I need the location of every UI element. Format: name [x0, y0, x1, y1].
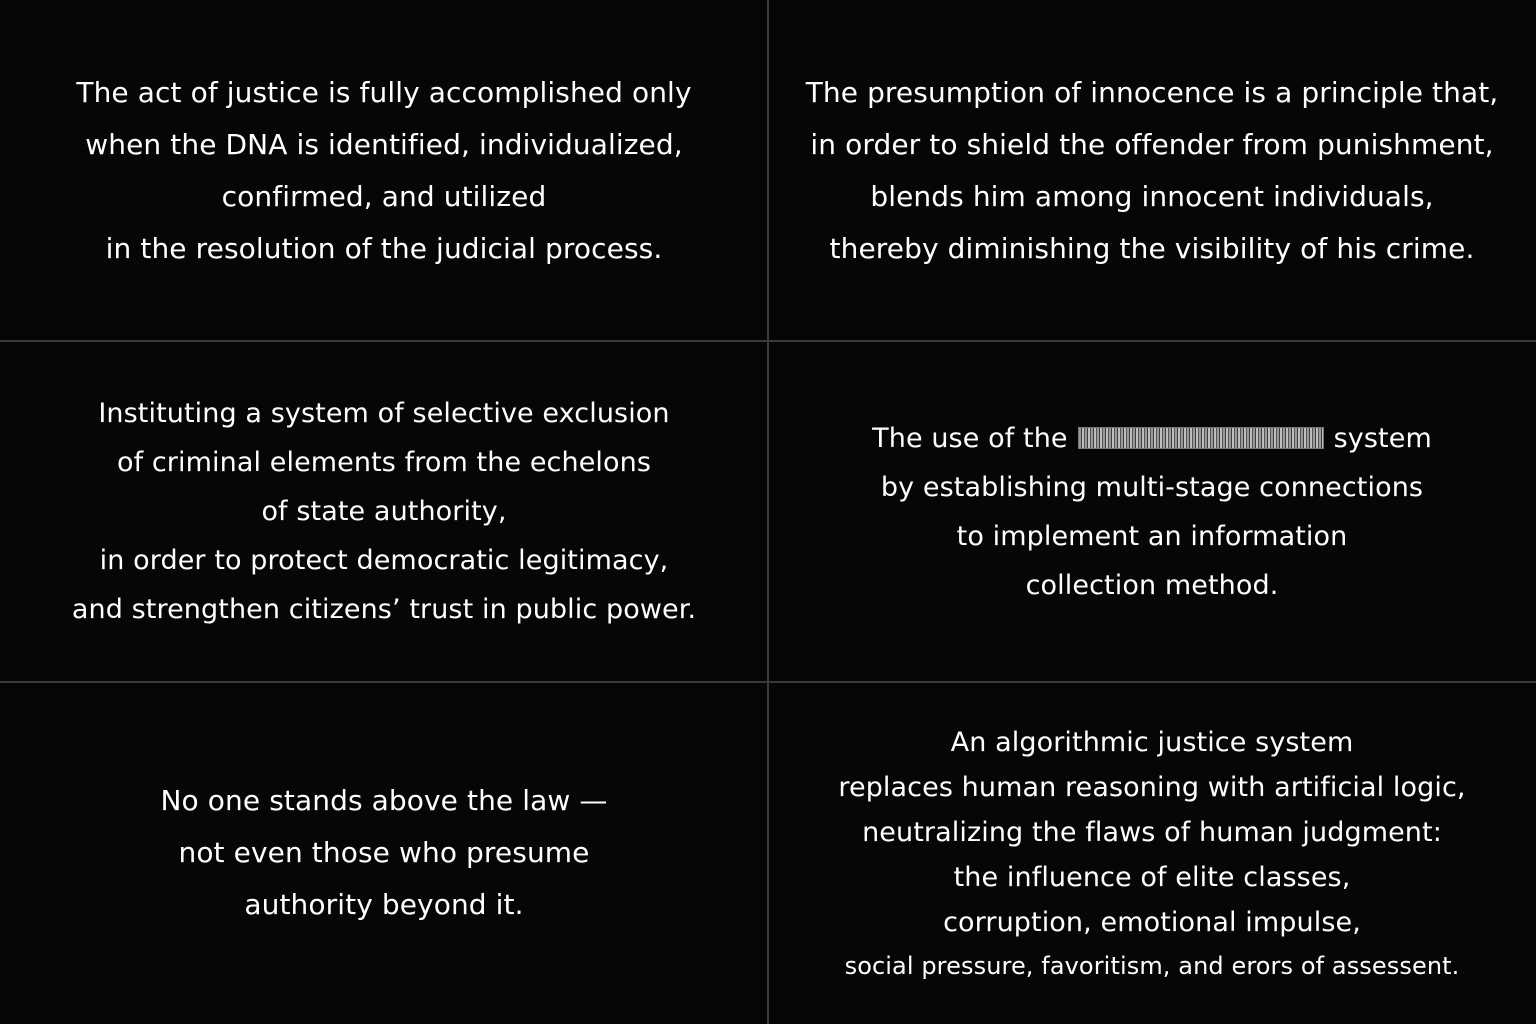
quote-line: Instituting a system of selective exclusion: [98, 398, 670, 429]
horizontal-divider: [0, 681, 1536, 683]
vertical-divider: [767, 0, 769, 1024]
quote-line: [872, 422, 1432, 454]
quote-line: and strengthen citizens’ trust in public power.: [71, 594, 697, 625]
quote-line: of criminal elements from the echelons: [116, 447, 652, 478]
quote-panel-selective-exclusion: [0, 341, 768, 682]
quote-line: to implement an information: [956, 520, 1348, 552]
quote-line: in order to protect democratic legitimacy,: [99, 545, 669, 576]
quote-line: the influence of elite classes,: [953, 861, 1351, 893]
quote-panel-redacted-system: [768, 341, 1536, 682]
quote-line: An algorithmic justice system: [950, 726, 1354, 758]
quote-line: neutralizing the flaws of human judgment:: [862, 816, 1442, 848]
quote-line: in the resolution of the judicial process.: [105, 231, 663, 265]
quote-panel-above-the-law: [0, 682, 768, 1024]
quote-line: blends him among innocent individuals,: [870, 179, 1434, 213]
horizontal-divider: [0, 340, 1536, 342]
quote-line: by establishing multi-stage connections: [880, 471, 1424, 503]
quote-panel-presumption-of-innocence: [768, 0, 1536, 341]
quote-line: social pressure, favoritism, and erors of assessent.: [844, 951, 1460, 980]
quote-panel-algorithmic-justice: [768, 682, 1536, 1024]
quote-line: in order to shield the offender from punishment,: [810, 127, 1494, 161]
quote-line: The act of justice is fully accomplished only: [76, 75, 692, 109]
quote-line: thereby diminishing the visibility of his crime.: [829, 231, 1475, 265]
quote-line: confirmed, and utilized: [221, 179, 547, 213]
quote-line: when the DNA is identified, individualized,: [85, 127, 683, 161]
quote-line-start: The use of the: [872, 422, 1068, 454]
quote-panel-dna-justice: [0, 0, 768, 341]
quote-line-end: system: [1333, 422, 1432, 454]
redaction-bar: [1078, 427, 1324, 449]
quote-line: corruption, emotional impulse,: [943, 906, 1361, 938]
quote-line: collection method.: [1025, 569, 1279, 601]
quote-line: No one stands above the law —: [160, 784, 608, 817]
quote-line: authority beyond it.: [244, 888, 524, 921]
quote-line: of state authority,: [261, 496, 507, 527]
quote-line: The presumption of innocence is a principle that,: [805, 75, 1499, 109]
quote-line: not even those who presume: [178, 836, 590, 869]
quote-line: replaces human reasoning with artificial logic,: [838, 771, 1466, 803]
